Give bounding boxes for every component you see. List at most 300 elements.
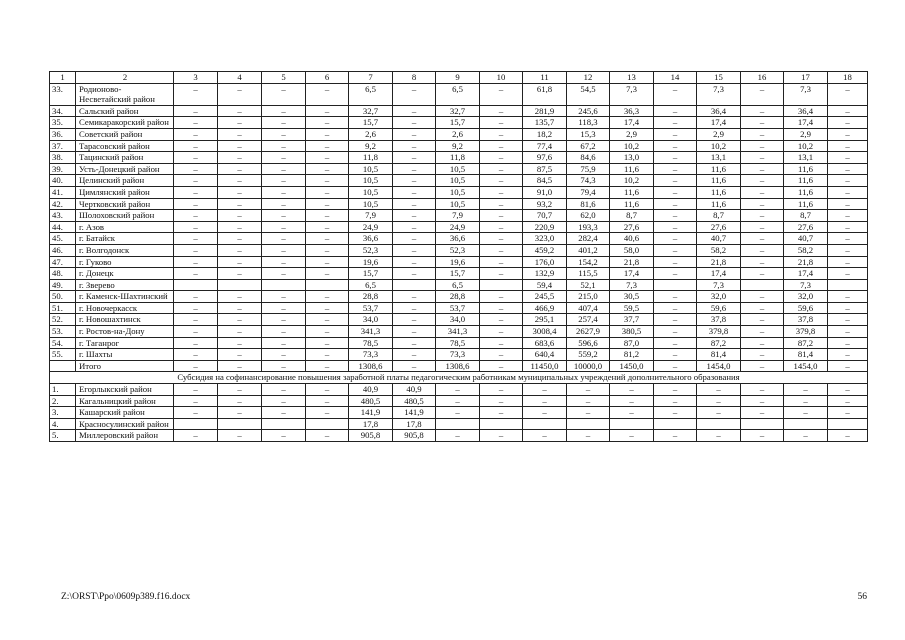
value-cell: 9,2 <box>436 140 480 152</box>
value-cell: – <box>741 221 784 233</box>
value-cell: – <box>828 117 868 129</box>
value-cell: – <box>741 117 784 129</box>
value-cell: – <box>262 210 306 222</box>
value-cell: – <box>393 186 436 198</box>
row-name-cell: г. Волгодонск <box>76 244 174 256</box>
value-cell: 78,5 <box>349 337 393 349</box>
value-cell: – <box>741 337 784 349</box>
row-number-cell: 4. <box>50 418 76 430</box>
value-cell: – <box>306 233 349 245</box>
value-cell <box>262 279 306 291</box>
table-row <box>50 175 868 187</box>
value-cell: – <box>218 244 262 256</box>
value-cell: 32,7 <box>436 105 480 117</box>
value-cell: – <box>393 175 436 187</box>
value-cell <box>480 418 523 430</box>
value-cell: 6,5 <box>349 279 393 291</box>
value-cell: 36,4 <box>784 105 828 117</box>
row-name-cell: г. Новошахтинск <box>76 314 174 326</box>
value-cell: 407,4 <box>567 302 610 314</box>
value-cell: 9,2 <box>349 140 393 152</box>
value-cell: 36,3 <box>610 105 654 117</box>
row-number-cell: 48. <box>50 268 76 280</box>
value-cell: 28,8 <box>436 291 480 303</box>
value-cell: – <box>393 244 436 256</box>
table-row <box>50 314 868 326</box>
value-cell: – <box>567 395 610 407</box>
value-cell: – <box>828 221 868 233</box>
value-cell: – <box>654 117 697 129</box>
value-cell: – <box>218 349 262 361</box>
value-cell: 2,9 <box>784 128 828 140</box>
table-row <box>50 349 868 361</box>
value-cell: – <box>523 407 567 419</box>
value-cell: – <box>306 163 349 175</box>
value-cell: – <box>480 407 523 419</box>
value-cell: 282,4 <box>567 233 610 245</box>
value-cell: 10,2 <box>697 140 741 152</box>
value-cell: 59,6 <box>697 302 741 314</box>
value-cell: 10,5 <box>436 198 480 210</box>
row-number-cell: 47. <box>50 256 76 268</box>
value-cell: – <box>262 198 306 210</box>
value-cell: – <box>480 384 523 396</box>
row-name-cell: Итого <box>76 360 174 372</box>
value-cell: – <box>262 337 306 349</box>
value-cell: – <box>393 302 436 314</box>
value-cell: 5 <box>262 72 306 84</box>
value-cell: – <box>480 268 523 280</box>
value-cell: 12 <box>567 72 610 84</box>
value-cell: 341,3 <box>349 326 393 338</box>
value-cell: 257,4 <box>567 314 610 326</box>
row-number-cell: 44. <box>50 221 76 233</box>
table-row <box>50 210 868 222</box>
value-cell: – <box>306 152 349 164</box>
value-cell <box>828 418 868 430</box>
value-cell: – <box>523 430 567 442</box>
value-cell: – <box>697 384 741 396</box>
value-cell <box>828 279 868 291</box>
value-cell: 28,8 <box>349 291 393 303</box>
row-name-cell: Цимлянский район <box>76 186 174 198</box>
value-cell: – <box>306 314 349 326</box>
value-cell: 596,6 <box>567 337 610 349</box>
value-cell: 14 <box>654 72 697 84</box>
row-name-cell: Шолоховский район <box>76 210 174 222</box>
value-cell: – <box>393 349 436 361</box>
value-cell: 2,6 <box>349 128 393 140</box>
value-cell: 52,3 <box>349 244 393 256</box>
value-cell: – <box>174 140 218 152</box>
value-cell: 11,8 <box>349 152 393 164</box>
value-cell: – <box>697 395 741 407</box>
allocation-table <box>49 71 868 442</box>
value-cell: – <box>741 186 784 198</box>
value-cell: 193,3 <box>567 221 610 233</box>
value-cell <box>306 418 349 430</box>
value-cell: – <box>393 256 436 268</box>
row-number-cell: 2. <box>50 395 76 407</box>
value-cell: – <box>174 83 218 105</box>
row-name-cell: г. Новочеркасск <box>76 302 174 314</box>
value-cell: 27,6 <box>610 221 654 233</box>
value-cell: 379,8 <box>697 326 741 338</box>
value-cell: – <box>218 302 262 314</box>
value-cell: 32,7 <box>349 105 393 117</box>
value-cell: – <box>306 83 349 105</box>
value-cell: 683,6 <box>523 337 567 349</box>
value-cell: – <box>262 244 306 256</box>
value-cell: 459,2 <box>523 244 567 256</box>
value-cell <box>218 418 262 430</box>
value-cell: – <box>741 210 784 222</box>
value-cell: 40,9 <box>393 384 436 396</box>
value-cell: – <box>828 233 868 245</box>
value-cell: 32,0 <box>697 291 741 303</box>
value-cell: – <box>218 152 262 164</box>
value-cell: 10,5 <box>436 163 480 175</box>
value-cell: – <box>741 384 784 396</box>
value-cell: – <box>741 268 784 280</box>
row-name-cell: Егорлыкский район <box>76 384 174 396</box>
value-cell: 18,2 <box>523 128 567 140</box>
value-cell: 8 <box>393 72 436 84</box>
value-cell: 40,7 <box>697 233 741 245</box>
value-cell: 13 <box>610 72 654 84</box>
value-cell: – <box>741 140 784 152</box>
value-cell: – <box>828 163 868 175</box>
value-cell: 15,7 <box>349 268 393 280</box>
value-cell: 176,0 <box>523 256 567 268</box>
value-cell: – <box>262 233 306 245</box>
value-cell: 81,6 <box>567 198 610 210</box>
value-cell: – <box>306 291 349 303</box>
value-cell: 15,3 <box>567 128 610 140</box>
value-cell: – <box>828 128 868 140</box>
value-cell: 7,9 <box>436 210 480 222</box>
row-name-cell: г. Шахты <box>76 349 174 361</box>
value-cell: 36,4 <box>697 105 741 117</box>
value-cell <box>480 279 523 291</box>
row-number-cell: 49. <box>50 279 76 291</box>
value-cell: – <box>262 175 306 187</box>
value-cell: 78,5 <box>436 337 480 349</box>
value-cell: – <box>741 152 784 164</box>
value-cell: – <box>262 430 306 442</box>
value-cell: 87,2 <box>784 337 828 349</box>
value-cell: – <box>828 175 868 187</box>
value-cell: 53,7 <box>349 302 393 314</box>
value-cell: 380,5 <box>610 326 654 338</box>
value-cell: – <box>480 83 523 105</box>
value-cell: – <box>654 337 697 349</box>
value-cell: – <box>306 198 349 210</box>
value-cell: – <box>654 210 697 222</box>
value-cell: 62,0 <box>567 210 610 222</box>
value-cell: 466,9 <box>523 302 567 314</box>
value-cell: – <box>262 117 306 129</box>
value-cell: – <box>262 152 306 164</box>
value-cell: – <box>654 128 697 140</box>
row-name-cell: Усть-Донецкий район <box>76 163 174 175</box>
value-cell: 2,9 <box>610 128 654 140</box>
value-cell: 17,4 <box>697 268 741 280</box>
value-cell: – <box>654 384 697 396</box>
value-cell: – <box>654 175 697 187</box>
value-cell: 323,0 <box>523 233 567 245</box>
value-cell: 59,6 <box>784 302 828 314</box>
value-cell: – <box>262 163 306 175</box>
value-cell: – <box>654 163 697 175</box>
table-row <box>50 256 868 268</box>
value-cell: – <box>174 337 218 349</box>
row-number-cell: 42. <box>50 198 76 210</box>
value-cell: 37,8 <box>784 314 828 326</box>
value-cell: – <box>262 314 306 326</box>
value-cell <box>393 279 436 291</box>
value-cell: – <box>218 268 262 280</box>
value-cell: – <box>262 291 306 303</box>
value-cell: 17,4 <box>610 268 654 280</box>
value-cell: 73,3 <box>436 349 480 361</box>
value-cell: – <box>654 349 697 361</box>
value-cell: 40,6 <box>610 233 654 245</box>
value-cell: – <box>697 430 741 442</box>
value-cell: – <box>654 105 697 117</box>
value-cell: – <box>610 395 654 407</box>
value-cell: – <box>393 337 436 349</box>
value-cell <box>697 418 741 430</box>
value-cell: – <box>654 407 697 419</box>
value-cell <box>654 418 697 430</box>
value-cell: 11,6 <box>784 198 828 210</box>
value-cell: – <box>828 395 868 407</box>
value-cell: – <box>306 175 349 187</box>
value-cell: – <box>306 430 349 442</box>
value-cell: – <box>480 128 523 140</box>
value-cell: – <box>306 117 349 129</box>
value-cell: 7,3 <box>784 279 828 291</box>
value-cell: – <box>174 384 218 396</box>
value-cell: 9 <box>436 72 480 84</box>
value-cell: 10,5 <box>349 198 393 210</box>
row-name-cell: Кашарский район <box>76 407 174 419</box>
value-cell: – <box>218 128 262 140</box>
value-cell: 11,6 <box>697 163 741 175</box>
value-cell: – <box>654 291 697 303</box>
value-cell: 36,6 <box>349 233 393 245</box>
value-cell: 8,7 <box>610 210 654 222</box>
value-cell: – <box>218 140 262 152</box>
table-row <box>50 268 868 280</box>
row-name-cell: Сальский район <box>76 105 174 117</box>
value-cell: – <box>654 268 697 280</box>
value-cell <box>654 279 697 291</box>
value-cell: 154,2 <box>567 256 610 268</box>
table-row <box>50 117 868 129</box>
value-cell: – <box>828 152 868 164</box>
value-cell: – <box>306 140 349 152</box>
value-cell: 2,6 <box>436 128 480 140</box>
value-cell: – <box>567 407 610 419</box>
value-cell: – <box>218 360 262 372</box>
value-cell: – <box>174 360 218 372</box>
row-name-cell: г. Ростов-на-Дону <box>76 326 174 338</box>
value-cell: 81,2 <box>610 349 654 361</box>
value-cell: 1454,0 <box>697 360 741 372</box>
value-cell: – <box>567 430 610 442</box>
value-cell: – <box>218 175 262 187</box>
value-cell: – <box>654 198 697 210</box>
table-row <box>50 128 868 140</box>
value-cell: – <box>393 326 436 338</box>
value-cell: – <box>262 395 306 407</box>
value-cell: – <box>741 105 784 117</box>
value-cell: 79,4 <box>567 186 610 198</box>
value-cell: 11,8 <box>436 152 480 164</box>
value-cell: 11 <box>523 72 567 84</box>
value-cell: – <box>741 395 784 407</box>
value-cell: – <box>654 152 697 164</box>
value-cell: – <box>218 186 262 198</box>
value-cell: 73,3 <box>349 349 393 361</box>
row-name-cell: г. Батайск <box>76 233 174 245</box>
value-cell: 81,4 <box>697 349 741 361</box>
row-number-cell: 50. <box>50 291 76 303</box>
value-cell: – <box>306 337 349 349</box>
table-row <box>50 395 868 407</box>
value-cell: 10,2 <box>784 140 828 152</box>
value-cell: – <box>610 384 654 396</box>
value-cell: 58,0 <box>610 244 654 256</box>
value-cell: – <box>218 314 262 326</box>
value-cell: – <box>218 117 262 129</box>
table-body <box>50 72 868 442</box>
value-cell: 281,9 <box>523 105 567 117</box>
value-cell: – <box>218 326 262 338</box>
value-cell: – <box>218 198 262 210</box>
value-cell: – <box>174 326 218 338</box>
value-cell: – <box>784 395 828 407</box>
value-cell: – <box>828 326 868 338</box>
value-cell: 21,8 <box>610 256 654 268</box>
value-cell: – <box>828 407 868 419</box>
value-cell: 91,0 <box>523 186 567 198</box>
value-cell: – <box>480 326 523 338</box>
row-number-cell: 46. <box>50 244 76 256</box>
row-number-cell: 55. <box>50 349 76 361</box>
value-cell: 17 <box>784 72 828 84</box>
value-cell: 640,4 <box>523 349 567 361</box>
value-cell: 905,8 <box>393 430 436 442</box>
value-cell: 15,7 <box>436 117 480 129</box>
value-cell: – <box>393 152 436 164</box>
value-cell: – <box>480 302 523 314</box>
value-cell: – <box>828 210 868 222</box>
value-cell: – <box>480 198 523 210</box>
value-cell: – <box>218 395 262 407</box>
value-cell: 40,7 <box>784 233 828 245</box>
value-cell: 245,6 <box>567 105 610 117</box>
value-cell: – <box>262 221 306 233</box>
value-cell: – <box>480 244 523 256</box>
row-number-cell: 52. <box>50 314 76 326</box>
value-cell: 10,5 <box>349 175 393 187</box>
value-cell: – <box>784 384 828 396</box>
value-cell: – <box>828 83 868 105</box>
value-cell: – <box>654 186 697 198</box>
value-cell: 10,5 <box>349 163 393 175</box>
value-cell <box>567 418 610 430</box>
value-cell: 52,1 <box>567 279 610 291</box>
value-cell: 1454,0 <box>784 360 828 372</box>
value-cell: 11,6 <box>610 186 654 198</box>
value-cell: – <box>218 105 262 117</box>
table-row <box>50 244 868 256</box>
value-cell: – <box>174 163 218 175</box>
value-cell: – <box>174 210 218 222</box>
value-cell: – <box>262 256 306 268</box>
value-cell <box>218 279 262 291</box>
value-cell: – <box>741 175 784 187</box>
value-cell: 84,6 <box>567 152 610 164</box>
row-number-cell: 40. <box>50 175 76 187</box>
value-cell: – <box>174 233 218 245</box>
value-cell: 1308,6 <box>436 360 480 372</box>
value-cell <box>262 418 306 430</box>
value-cell: 17,4 <box>697 117 741 129</box>
value-cell: 11450,0 <box>523 360 567 372</box>
value-cell: – <box>306 210 349 222</box>
value-cell: – <box>480 360 523 372</box>
value-cell: 1450,0 <box>610 360 654 372</box>
value-cell: – <box>393 221 436 233</box>
row-name-cell: Целинский район <box>76 175 174 187</box>
value-cell: – <box>741 430 784 442</box>
value-cell: – <box>480 117 523 129</box>
row-number-cell: 54. <box>50 337 76 349</box>
value-cell <box>741 279 784 291</box>
value-cell: 53,7 <box>436 302 480 314</box>
value-cell: – <box>697 407 741 419</box>
value-cell: – <box>828 105 868 117</box>
value-cell: – <box>784 407 828 419</box>
value-cell: – <box>218 163 262 175</box>
value-cell: – <box>741 198 784 210</box>
value-cell: 11,6 <box>697 175 741 187</box>
value-cell: – <box>741 314 784 326</box>
value-cell: 11,6 <box>697 198 741 210</box>
value-cell: 10 <box>480 72 523 84</box>
value-cell: – <box>393 291 436 303</box>
row-number-cell: 33. <box>50 83 76 105</box>
value-cell: 59,5 <box>610 302 654 314</box>
value-cell: 16 <box>741 72 784 84</box>
table-row <box>50 337 868 349</box>
value-cell: – <box>741 326 784 338</box>
value-cell: – <box>262 105 306 117</box>
value-cell: 379,8 <box>784 326 828 338</box>
value-cell: – <box>174 186 218 198</box>
table-row <box>50 430 868 442</box>
value-cell: 87,5 <box>523 163 567 175</box>
value-cell: 7,3 <box>610 83 654 105</box>
value-cell: – <box>262 83 306 105</box>
row-number-cell: 53. <box>50 326 76 338</box>
value-cell: 34,0 <box>436 314 480 326</box>
value-cell: 32,0 <box>784 291 828 303</box>
